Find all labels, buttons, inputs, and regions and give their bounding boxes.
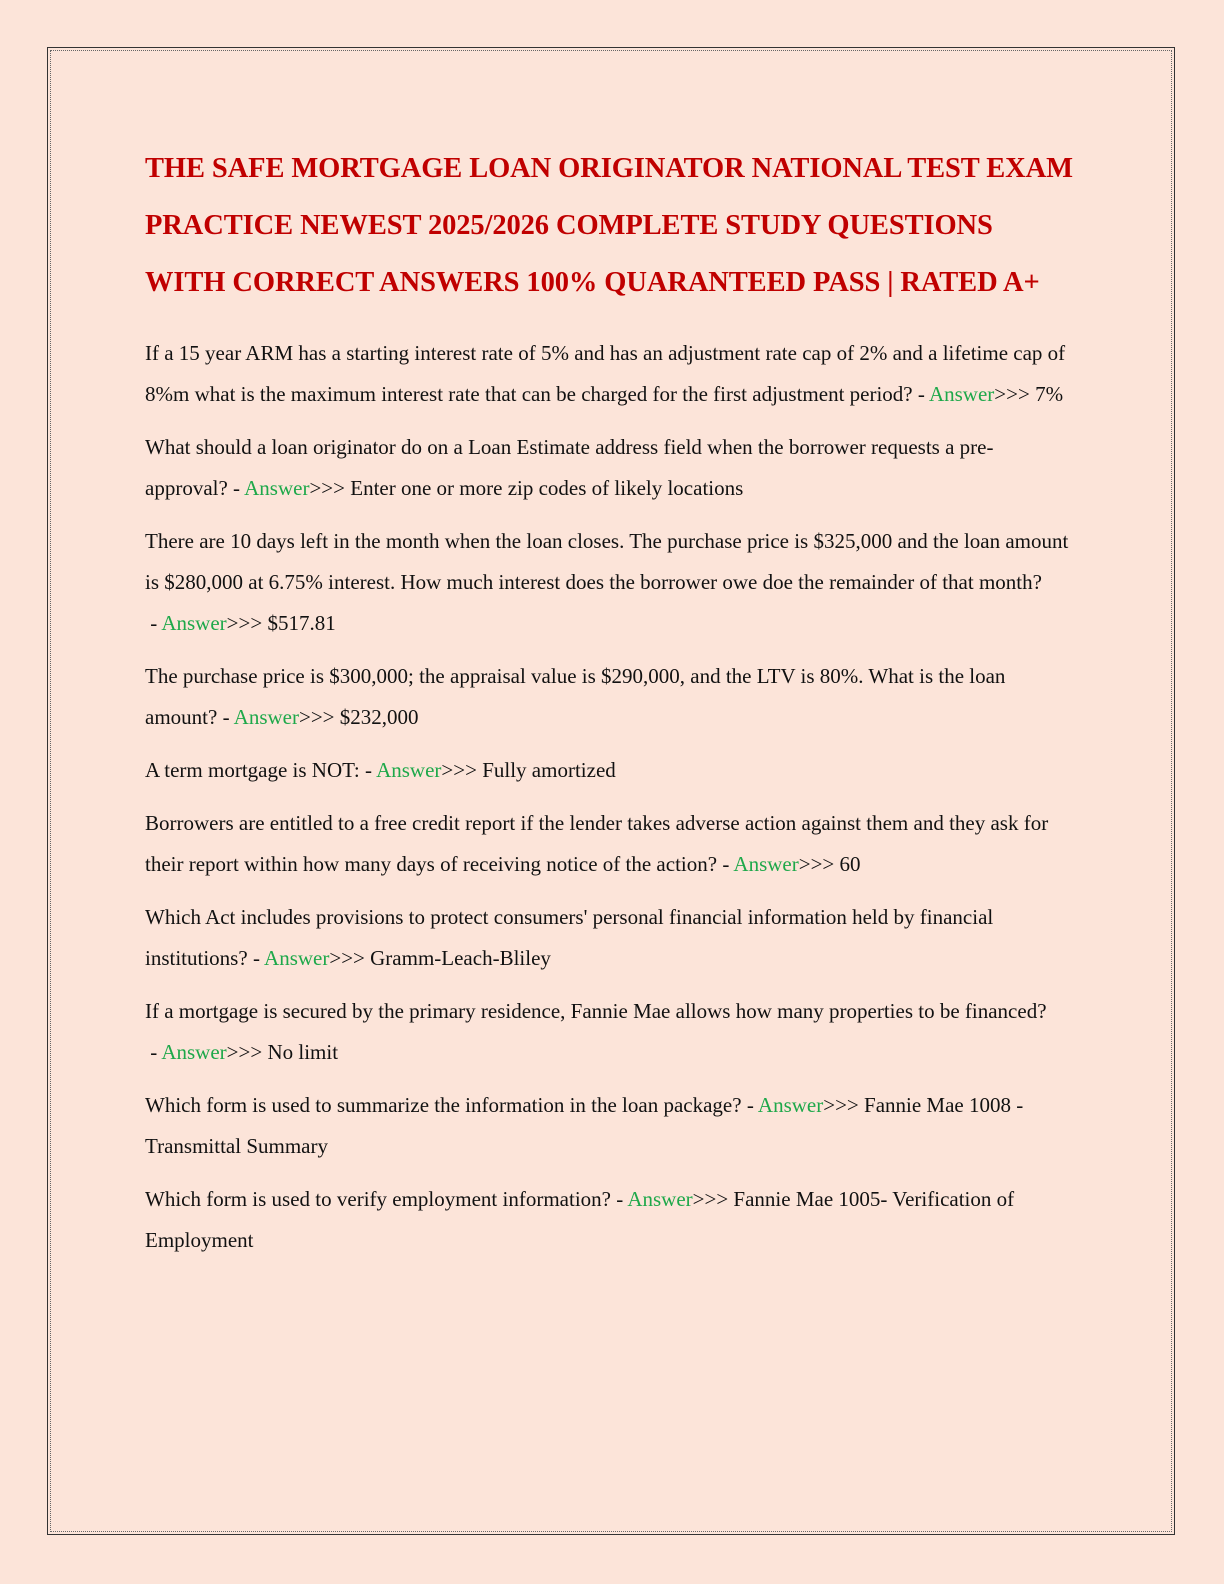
answer-marker: >>> bbox=[309, 476, 351, 500]
answer-text: 60 bbox=[839, 852, 861, 876]
answer-marker: >>> bbox=[798, 852, 840, 876]
qa-item bbox=[145, 897, 1075, 979]
answer-text: Fannie Mae 1008 - Transmittal Summary bbox=[145, 1093, 1024, 1158]
answer-label: Answer bbox=[757, 1093, 824, 1117]
answer-text: $517.81 bbox=[267, 611, 336, 635]
answer-label: Answer bbox=[161, 1040, 227, 1064]
answer-text: Fannie Mae 1005- Verification of Employment bbox=[145, 1187, 1015, 1252]
qa-item bbox=[145, 1085, 1075, 1167]
question-separator: - bbox=[145, 1040, 162, 1064]
qa-item bbox=[145, 803, 1075, 885]
answer-label: Answer bbox=[928, 382, 995, 406]
question-separator: - bbox=[217, 705, 234, 729]
question-separator: - bbox=[359, 758, 377, 782]
question-text: There are 10 days left in the month when the loan closes. The purchase price is $325,000 and the loan amount is $280,000 at 6.75% interest. How much interest does the borrower owe doe the remainder of that month? bbox=[145, 529, 1069, 594]
qa-item bbox=[145, 521, 1075, 644]
qa-item bbox=[145, 656, 1075, 738]
question-separator: - bbox=[610, 1187, 628, 1211]
answer-marker: >>> bbox=[226, 611, 268, 635]
qa-item bbox=[145, 750, 1075, 791]
answer-marker: >>> bbox=[329, 946, 371, 970]
answer-text: Enter one or more zip codes of likely locations bbox=[350, 476, 744, 500]
question-text: Which form is used to summarize the information in the loan package? bbox=[145, 1093, 742, 1117]
question-separator: - bbox=[741, 1093, 758, 1117]
question-separator: - bbox=[227, 476, 245, 500]
question-text: Borrowers are entitled to a free credit report if the lender takes adverse action against them and they ask for their report within how many days of receiving notice of the action? bbox=[145, 811, 1049, 876]
answer-marker: >>> bbox=[298, 705, 340, 729]
question-text: Which form is used to verify employment information? bbox=[145, 1187, 611, 1211]
answer-text: Fully amortized bbox=[482, 758, 616, 782]
question-separator: - bbox=[145, 611, 162, 635]
question-text: The purchase price is $300,000; the appraisal value is $290,000, and the LTV is 80%. What is the loan amount? bbox=[145, 664, 1006, 729]
question-answer-list bbox=[145, 333, 1075, 1261]
qa-item bbox=[145, 1179, 1075, 1261]
answer-marker: >>> bbox=[441, 758, 483, 782]
answer-text: 7% bbox=[1035, 382, 1064, 406]
answer-label: Answer bbox=[733, 852, 799, 876]
document-body bbox=[145, 140, 1075, 1273]
answer-label: Answer bbox=[244, 476, 310, 500]
question-separator: - bbox=[717, 852, 734, 876]
qa-item bbox=[145, 333, 1075, 415]
question-text: If a mortgage is secured by the primary residence, Fannie Mae allows how many properties to be financed? bbox=[145, 999, 1047, 1023]
answer-marker: >>> bbox=[994, 382, 1036, 406]
question-text: Which Act includes provisions to protect consumers' personal financial information held by financial institutions? bbox=[145, 905, 994, 970]
qa-item bbox=[145, 991, 1075, 1073]
qa-item bbox=[145, 427, 1075, 509]
answer-marker: >>> bbox=[226, 1040, 268, 1064]
question-text: A term mortgage is NOT: bbox=[145, 758, 360, 782]
answer-text: No limit bbox=[267, 1040, 339, 1064]
answer-label: Answer bbox=[627, 1187, 693, 1211]
question-text: If a 15 year ARM has a starting interest rate of 5% and has an adjustment rate cap of 2% and a lifetime cap of 8%m what is the maximum interest rate that can be charged for the first adjustment period? bbox=[145, 341, 1066, 406]
answer-label: Answer bbox=[376, 758, 442, 782]
answer-text: Gramm-Leach-Bliley bbox=[370, 946, 551, 970]
answer-label: Answer bbox=[161, 611, 227, 635]
answer-marker: >>> bbox=[823, 1093, 865, 1117]
document-title: THE SAFE MORTGAGE LOAN ORIGINATOR NATIONAL TEST EXAM PRACTICE NEWEST 2025/2026 COMPLETE STUDY QUESTIONS WITH CORRECT ANSWERS 100% QUARANTEED PASS | RATED A+ bbox=[145, 153, 1073, 298]
answer-label: Answer bbox=[233, 705, 299, 729]
answer-label: Answer bbox=[264, 946, 330, 970]
question-separator: - bbox=[912, 382, 929, 406]
question-text: What should a loan originator do on a Loan Estimate address field when the borrower requests a pre-approval? bbox=[145, 435, 994, 500]
answer-text: $232,000 bbox=[339, 705, 419, 729]
question-separator: - bbox=[247, 946, 265, 970]
answer-marker: >>> bbox=[692, 1187, 734, 1211]
